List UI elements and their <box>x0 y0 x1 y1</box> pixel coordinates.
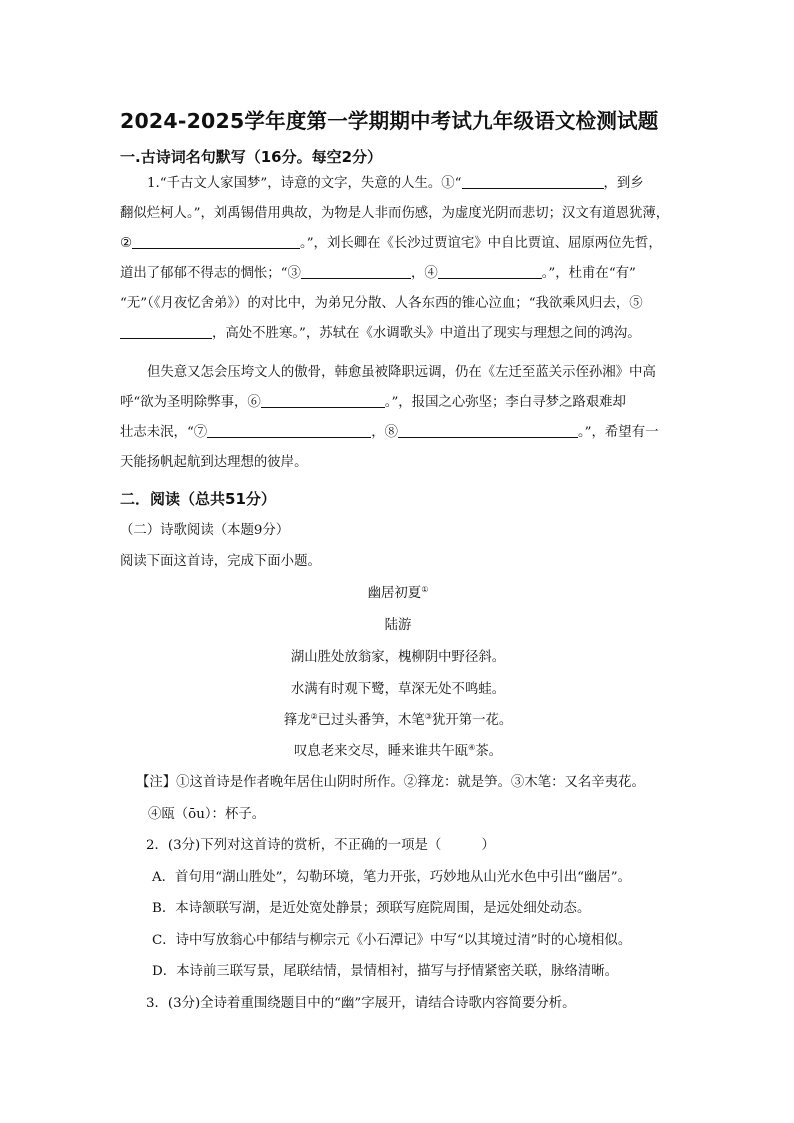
q1-text: 1.“千古文人家国梦”，诗意的文字，失意的人生。①“ <box>147 176 462 191</box>
section1-heading: 一.古诗词名句默写（16分。每空2分） <box>120 148 383 166</box>
footnote-marker: ④ <box>468 743 476 752</box>
q1-line-6 <box>120 319 676 349</box>
poem-title-text: 幽居初夏 <box>367 586 422 601</box>
q1-line-3 <box>120 229 676 259</box>
poem-text: 叹息老来交尽，睡来谁共午瓯 <box>293 744 469 759</box>
subsection-heading: （二）诗歌阅读（本题9分） <box>120 523 290 538</box>
p2-text: 壮志未泯，“⑦ <box>120 425 208 440</box>
p2-text: 。”，希望有一 <box>577 425 659 440</box>
footnote-marker: ③ <box>424 712 432 721</box>
p2-line-1: 但失意又怎会压垮文人的傲骨，韩愈虽被降职远调，仍在《左迁至蓝关示侄孙湘》中高 <box>147 365 656 380</box>
q1-line-2: 翻似烂柯人。”，刘禹锡借用典故，为物是人非而伤感，为虚度光阴而悲切；汉文有道恩犹薄， <box>120 206 670 221</box>
p2-line-2 <box>120 388 676 418</box>
question-1 <box>120 169 676 349</box>
answer-blank-3[interactable] <box>301 263 411 279</box>
footnote-marker: ② <box>310 712 318 721</box>
q1-text: ，高处不胜寒。”，苏轼在《水调歌头》中道出了现实与理想之间的鸿沟。 <box>212 326 641 341</box>
poem-author: 陆游 <box>384 618 412 633</box>
answer-blank-7[interactable] <box>207 422 371 438</box>
question-2-stem: 2．(3分)下列对这首诗的赏析，不正确的一项是（ ） <box>146 838 495 853</box>
answer-blank-5[interactable] <box>120 323 212 339</box>
q1-text: 道出了郁郁不得志的惆怅；“③ <box>120 266 301 281</box>
poem-title <box>120 582 676 601</box>
section2-heading: 二．阅读（总共51分） <box>120 490 276 508</box>
instruction: 阅读下面这首诗，完成下面小题。 <box>120 554 321 569</box>
poem-line-4 <box>120 740 676 759</box>
poem-note-1: 【注】①这首诗是作者晚年居住山阴时所作。②箨龙：就是笋。③木笔：又名辛夷花。 <box>136 775 645 790</box>
p2-line-3 <box>120 418 676 448</box>
answer-blank-2[interactable] <box>132 233 300 249</box>
answer-blank-8[interactable] <box>398 422 578 438</box>
poem-line-3 <box>120 709 676 728</box>
p2-text: 呼“欲为圣明除弊事，⑥ <box>120 395 261 410</box>
p2-text: ，⑧ <box>371 425 398 440</box>
poem-text: 茶。 <box>475 744 503 759</box>
page-title: 2024-2025学年度第一学期期中考试九年级语文检测试题 <box>120 109 659 133</box>
paragraph-2 <box>120 358 676 478</box>
answer-blank-1[interactable] <box>462 173 604 189</box>
poem-text: 箨龙 <box>283 713 311 728</box>
poem-line-2: 水满有时观下鹭，草深无处不鸣蛙。 <box>290 682 506 697</box>
question-2-option-c[interactable]: C．诗中写放翁心中郁结与柳宗元《小石潭记》中写“以其境过清”时的心境相似。 <box>152 933 632 948</box>
question-2-option-b[interactable]: B．本诗颔联写湖，是近处宽处静景；颈联写庭院周围，是远处细处动态。 <box>152 901 591 916</box>
q1-text: ② <box>120 236 133 251</box>
p2-text: 。”，报国之心弥坚；李白寻梦之路艰难却 <box>384 395 626 410</box>
poem-line-1: 湖山胜处放翁家，槐柳阴中野径斜。 <box>290 650 506 665</box>
question-3: 3．(3分)全诗着重围绕题目中的“幽”字展开，请结合诗歌内容简要分析。 <box>146 996 576 1011</box>
q1-text: 。”，杜甫在“有” <box>541 266 636 281</box>
question-2-option-d[interactable]: D．本诗前三联写景，尾联结情，景情相衬，描写与抒情紧密关联，脉络清晰。 <box>152 964 619 979</box>
q1-line-5: “无”（《月夜忆舍弟》）的对比中，为弟兄分散、人各东西的锥心泣血；“我欲乘风归去，⑤ <box>120 296 643 311</box>
question-2-option-a[interactable]: A．首句用“湖山胜处”，勾勒环境，笔力开张，巧妙地从山光水色中引出“幽居”。 <box>152 870 631 885</box>
q1-text: ，④ <box>410 266 438 281</box>
answer-blank-6[interactable] <box>261 392 385 408</box>
poem-text: 已过头番笋，木笔 <box>317 713 425 728</box>
footnote-marker: ① <box>421 585 429 594</box>
poem-note-2: ④瓯（ōu）：杯子。 <box>148 807 266 822</box>
q1-text: ，到乡 <box>603 176 644 191</box>
q1-line-1 <box>120 169 676 199</box>
p2-line-4: 天能扬帆起航到达理想的彼岸。 <box>120 455 308 470</box>
q1-text: 。”，刘长卿在《长沙过贾谊宅》中自比贾谊、屈原两位先哲， <box>300 236 662 251</box>
poem-text: 犹开第一花。 <box>431 713 513 728</box>
q1-line-4 <box>120 259 676 289</box>
answer-blank-4[interactable] <box>438 263 542 279</box>
